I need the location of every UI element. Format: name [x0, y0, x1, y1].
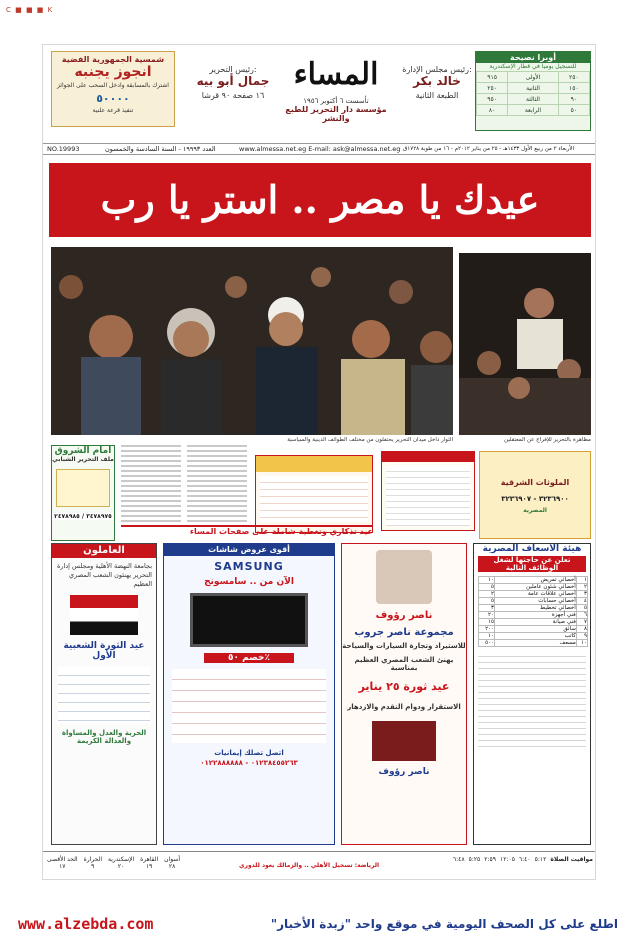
rauf-sign: ناصر رؤوف — [378, 767, 430, 777]
yellow-ad[interactable] — [479, 451, 591, 539]
rauf-big: عيد ثورة ٢٥ يناير — [358, 680, 450, 693]
egypt-flag-icon — [70, 595, 138, 635]
table-row: ٨ سائق ٢٠٠ — [479, 626, 588, 633]
issue-number: العدد ١٩٩٩٣ - السنة السادسة والخمسون — [105, 145, 216, 153]
left-ad-title: انجوز يجنبه — [74, 64, 152, 80]
rauf-name: ناصر رؤوف — [375, 610, 433, 621]
logo-text: المساء — [293, 57, 379, 92]
right-box-subtitle: للتسجيل يوميا في قطار الإسكندرية — [489, 63, 577, 70]
issue-number-latin: NO.19993 — [47, 145, 80, 153]
jobs-conditions-text — [478, 651, 586, 747]
tahrir-box[interactable] — [51, 445, 115, 541]
top-strip — [0, 0, 632, 30]
rauf-group: مجموعة ناصر جروب — [354, 627, 454, 638]
print-registration-mark: C ■ ■ ■ K — [6, 6, 54, 14]
yellow-ad-title: الملوثات الشرقية — [500, 478, 570, 487]
tahrir-box-title: أمام الشروق — [54, 446, 112, 456]
pages-price: ١٦ صفحة ٩٠ قرشا — [201, 91, 265, 100]
left-ad-top: شمسية الجمهورية الفضية — [61, 55, 165, 64]
flag-graphic — [372, 721, 436, 761]
workers-ad[interactable] — [51, 543, 157, 845]
table-row: ٤ أخصائي حسابات ٥ — [479, 598, 588, 605]
prayer-label: مواقيت الصلاة — [550, 856, 593, 863]
jobs-subtitle: تعلن عن حاجتها لشغل الوظائف التالية — [478, 556, 586, 572]
tv-icon — [190, 593, 308, 647]
masthead — [43, 45, 596, 141]
workers-title: العاملون — [52, 544, 156, 558]
weather-table: الحد الأقصى ١٧ الحرارة ٩ الإسكندرية ٢٠ القاهرة ١٩ أسوان ٢٨ — [47, 856, 181, 870]
jobs-table — [478, 576, 588, 647]
yellow-ad-foot: المصرية — [523, 507, 547, 514]
phone-box: ٣٤٧٨٩٧٥ / ٢٤٧٨٩٨٥ — [52, 513, 114, 520]
table-row: ٩١٥ الأولى ٢٥٠ — [477, 72, 590, 83]
samsung-price-list — [172, 669, 326, 743]
table-row: ٦ فني أجهزة ٢٠ — [479, 612, 588, 619]
table-row: ٢٥٠ الثانية ١٥٠ — [477, 83, 590, 94]
coverage-text: عيد تذكاري وتغطية شاملة على صفحات المساء — [189, 527, 373, 536]
samsung-offer: خصم ٥٠٪ — [204, 653, 294, 663]
main-headline: عيدك يا مصر .. استر يا رب — [100, 177, 540, 222]
editor-label: رئيس التحرير: — [209, 65, 257, 74]
table-row: ٧ فني صيانة ١٥ — [479, 619, 588, 626]
main-photo[interactable] — [51, 247, 453, 435]
rauf-line: للاستيراد وتجارة السيارات والسياحة — [342, 642, 466, 650]
publisher-line: مؤسسة دار التحرير للطبع والنشر — [285, 105, 387, 123]
protest-photo-illustration — [459, 253, 591, 435]
text-column-1 — [121, 445, 181, 525]
table-row: ٢ أخصائي شئون عاملين ٥ — [479, 584, 588, 591]
edition-label: الطبعة الثانية — [415, 91, 459, 100]
tahrir-box-subtitle: ملف التحرير الشبابي — [52, 456, 114, 463]
coupon-ad[interactable] — [255, 455, 373, 533]
rauf-greet: يهنئ الشعب المصري العظيم بمناسبة — [354, 656, 454, 672]
table-row: ٨٠ الرابعة ٥٠ — [477, 105, 590, 116]
samsung-phone: ٠١٢٣٨٤٥٥٢٦٣ - ٠١٢٢٨٨٨٨٨٨ — [200, 759, 298, 767]
weather-prayer-bar — [43, 851, 596, 880]
rauf-wish: الاستقرار ودوام التقدم والازدهار — [347, 703, 461, 711]
workers-big-text: عيد الثورة الشعبية الأول — [63, 641, 145, 661]
newspaper-logo[interactable] — [281, 53, 391, 123]
sports-promo[interactable]: الرياضة: تسجيل الأهلي .. والزمالك يعود للدوري — [239, 862, 380, 869]
date-line: الأربعاء ٢ من ربيع الأول ١٤٣٣هـ - ٢٥ من يناير ٢٠١٢م - ١٦ من طوبة ١٧٢٨ق — [403, 146, 575, 152]
chairman-label: رئيس مجلس الإدارة: — [402, 65, 472, 74]
chairman-name: خالد بكر — [413, 74, 461, 88]
editor-block — [193, 65, 273, 100]
main-headline-banner — [49, 163, 591, 237]
portrait-photo — [376, 550, 432, 604]
coverage-strip — [121, 525, 373, 539]
samsung-ad[interactable] — [163, 543, 335, 845]
workers-foot: الحرية والعدل والمساواة والعدالة الكريمة — [61, 729, 147, 745]
nasser-group-ad[interactable] — [341, 543, 467, 845]
footer-slogan: اطلع على كل الصحف اليومية في موقع واحد "زبدة الأخبار" — [270, 917, 618, 931]
right-lottery-box[interactable] — [475, 51, 591, 131]
samsung-contact: اتصل تصلك إيمانيات — [214, 749, 284, 757]
table-row: ١٠ مسعف ٥٠٠ — [479, 640, 588, 647]
workers-body-lines — [58, 667, 150, 723]
left-ad-body: اشترك بالمسابقة وادخل السحب على الجوائز — [57, 82, 169, 89]
table-row: ٩٥٠ الثالثة ٩٠ — [477, 94, 590, 105]
web-email[interactable]: www.almessa.net.eg E-mail: ask@almessa.net.eg — [239, 145, 401, 153]
newspaper-page — [42, 44, 596, 880]
editor-name: جمال أبو بيه — [196, 74, 270, 88]
workers-text: بجامعة النهضة الأهلية ومجلس إدارة التحرير يهنئون الشعب المصري العظيم — [56, 562, 152, 588]
announcement-header — [382, 452, 474, 462]
site-url-link[interactable]: www.alzebda.com — [18, 915, 154, 933]
coupon-ad-header — [256, 456, 372, 472]
coupon-ad-body — [260, 476, 368, 522]
left-ad-prize: ٥٠٠٠٠ — [96, 92, 130, 105]
samsung-sale: الآن من .. سامسونج — [204, 577, 294, 587]
table-row: ٣ أخصائي علاقات عامة ٢ — [479, 591, 588, 598]
left-ad-box[interactable] — [51, 51, 175, 127]
table-row: ٩ كاتب ١٠ — [479, 633, 588, 640]
crowd-photo-illustration — [51, 247, 453, 435]
jobs-ad[interactable] — [473, 543, 591, 845]
table-row: ٥ أخصائي تخطيط ٣ — [479, 605, 588, 612]
samsung-title: أقوى عروض شاشات — [164, 544, 334, 556]
right-box-table — [476, 71, 590, 116]
jobs-title: هيئة الأسعاف المصرية — [482, 544, 582, 554]
tahrir-box-image — [56, 469, 110, 507]
founded-line: تأسست ٦ أكتوبر ١٩٥٦ — [303, 97, 369, 105]
side-photo[interactable] — [459, 253, 591, 435]
right-box-title: أوبرا نصيحة — [476, 52, 590, 63]
table-row: ١ أخصائي تمريض ١٠ — [479, 577, 588, 584]
samsung-brand: SAMSUNG — [214, 560, 284, 573]
text-column-2 — [187, 445, 247, 525]
chairman-block — [397, 65, 477, 100]
main-photo-caption: الثوار داخل ميدان التحرير يحتفلون من مختلف الطوائف الدينية والسياسية — [287, 437, 453, 443]
announcement-text — [386, 466, 470, 526]
side-photo-caption: مظاهرة بالتحرير للإفراج عن المعتقلين — [504, 437, 591, 443]
site-footer — [0, 892, 632, 947]
prayer-times: مواقيت الصلاة ٥:١٢ ٦:٤٠ ١٢:٠٥ ٢:٥٩ ٥:٢٥ ٦:٤٨ — [452, 856, 593, 863]
yellow-ad-phone: ٣٢٣٦٩٠٠ - ٣٢٣٦٩٠٧ — [501, 495, 569, 503]
announcement-box[interactable] — [381, 451, 475, 531]
dateline-bar — [43, 143, 596, 155]
left-ad-foot: تنفيذ قرعة علنية — [92, 107, 134, 114]
